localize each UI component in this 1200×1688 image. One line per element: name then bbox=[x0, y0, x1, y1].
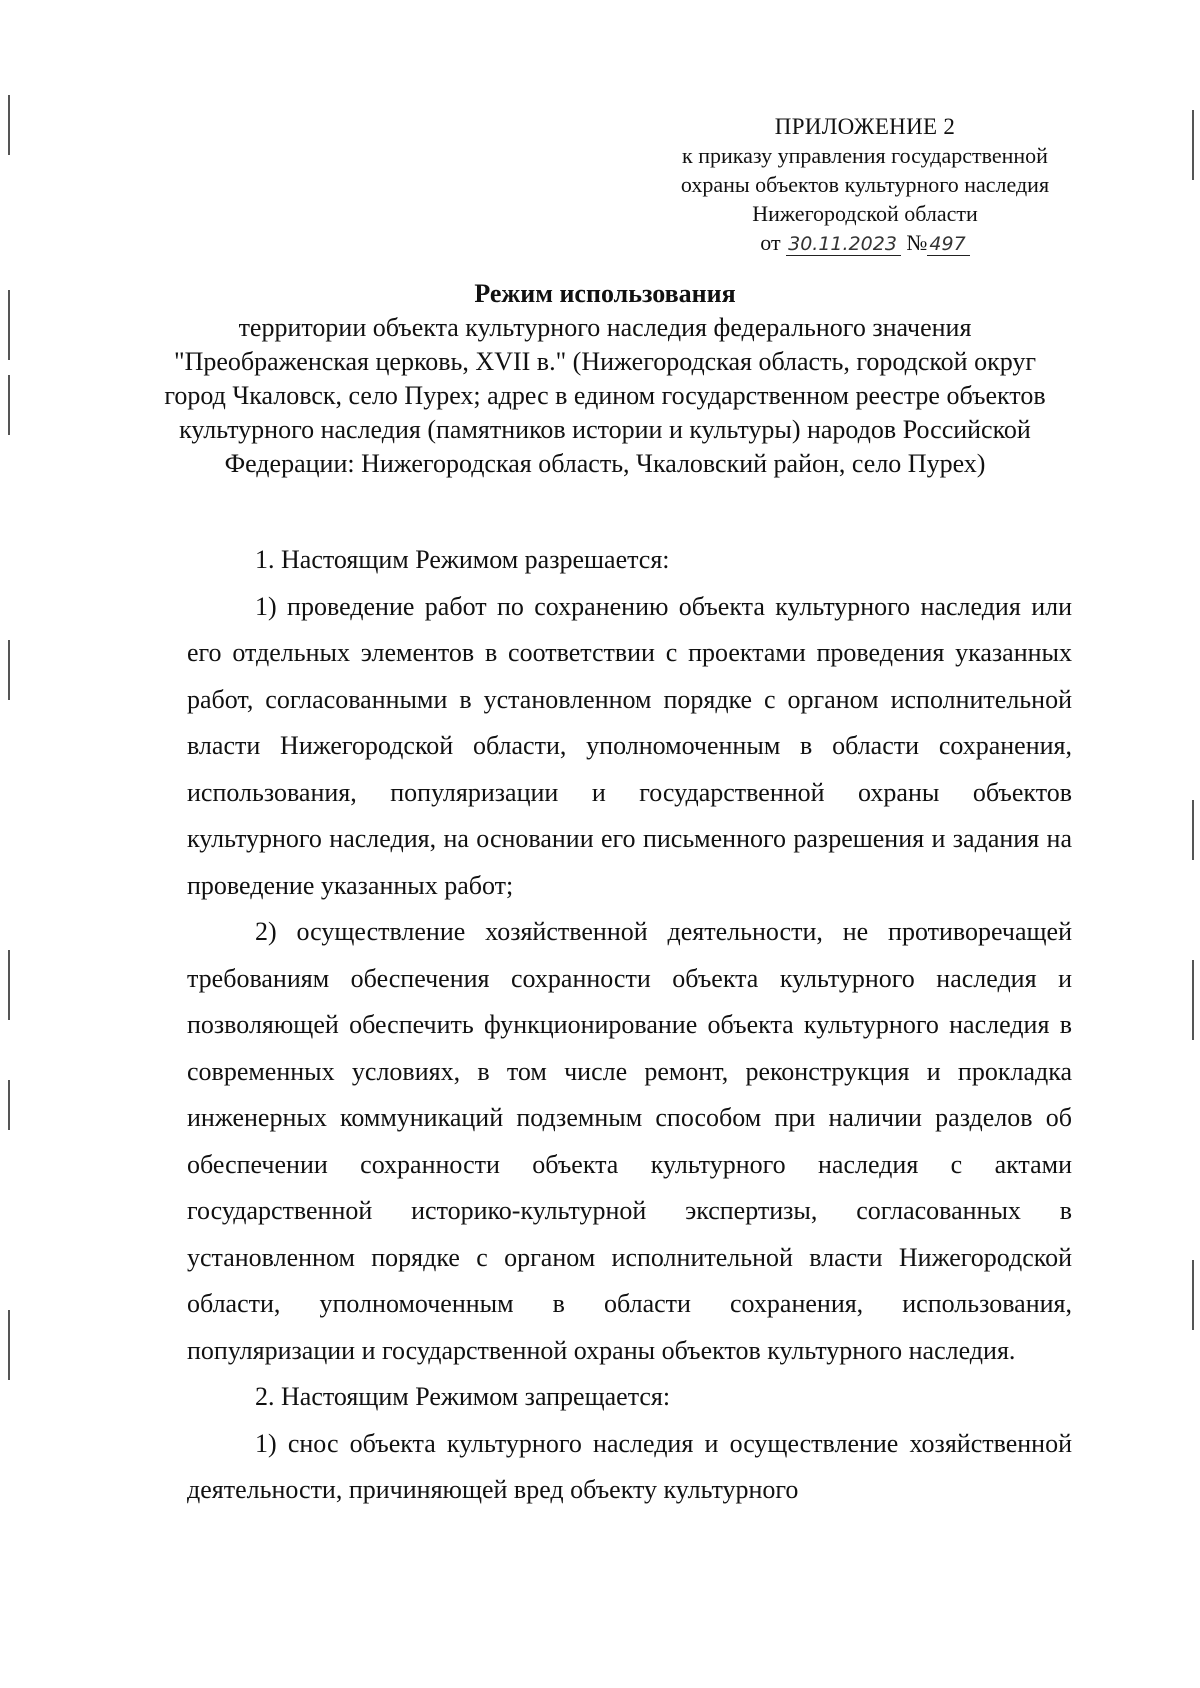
scan-edge-mark bbox=[1192, 1260, 1194, 1330]
scan-edge-mark bbox=[1192, 110, 1194, 180]
scan-edge-mark bbox=[1192, 800, 1194, 860]
handwritten-number: 497 bbox=[927, 233, 969, 256]
scan-edge-mark bbox=[8, 640, 10, 700]
scan-edge-mark bbox=[8, 950, 10, 1020]
appendix-title: ПРИЛОЖЕНИЕ 2 bbox=[774, 114, 956, 139]
scan-edge-mark bbox=[8, 95, 10, 155]
scan-edge-mark bbox=[1192, 960, 1194, 1040]
scan-edge-mark bbox=[8, 290, 10, 360]
scan-edge-mark bbox=[8, 1310, 10, 1380]
section-title: 2. Настоящим Режимом запрещается: bbox=[255, 1382, 671, 1411]
document-subtitle: территории объекта культурного наследия федерального значения "Преображенская церковь, XVII в." (Нижегородская область, городской округ город Чкаловск, село Пурех; адрес в едином государственном реестре объектов культурного наследия (памятников истории и культуры) народов Российской Федерации: Нижегородская область, Чкаловский район, село Пурех) bbox=[164, 313, 1046, 478]
document-body bbox=[187, 537, 1072, 1514]
document-title: Режим использования bbox=[474, 279, 736, 308]
section-item: 1) проведение работ по сохранению объекта культурного наследия или его отдельных элементов в соответствии с проектами проведения указанных работ, согласованными в установленном порядке с органом исполнительной власти Нижегородской области, уполномоченным в области сохранения, использования, популяризации и государственной охраны объектов культурного наследия, на основании его письменного разрешения и задания на проведение указанных работ; bbox=[187, 591, 1072, 900]
appendix-date-line bbox=[640, 228, 1090, 257]
section-item: 1) снос объекта культурного наследия и осуществление хозяйственной деятельности, причиняющей вред объекту культурного bbox=[187, 1428, 1072, 1504]
appendix-line-1: к приказу управления государственной bbox=[682, 143, 1048, 168]
handwritten-date: 30.11.2023 bbox=[786, 233, 901, 256]
scan-edge-mark bbox=[8, 375, 10, 435]
date-prefix: от bbox=[760, 230, 781, 255]
document-heading bbox=[150, 277, 1060, 481]
appendix-line-3: Нижегородской области bbox=[752, 201, 978, 226]
appendix-header bbox=[640, 112, 1090, 257]
section-item: 2) осуществление хозяйственной деятельности, не противоречащей требованиям обеспечения сохранности объекта культурного наследия и позволяющей обеспечить функционирование объекта культурного наследия в современных условиях, в том числе ремонт, реконструкция и прокладка инженерных коммуникаций подземным способом при наличии разделов об обеспечении сохранности объекта культурного наследия с актами государственной историко-культурной экспертизы, согласованных в установленном порядке с органом исполнительной власти Нижегородской области, уполномоченным в области сохранения, использования, популяризации и государственной охраны объектов культурного наследия. bbox=[187, 917, 1072, 1365]
section-title: 1. Настоящим Режимом разрешается: bbox=[255, 545, 670, 574]
appendix-line-2: охраны объектов культурного наследия bbox=[680, 172, 1050, 197]
scan-edge-mark bbox=[8, 1080, 10, 1130]
number-prefix: № bbox=[906, 230, 928, 255]
